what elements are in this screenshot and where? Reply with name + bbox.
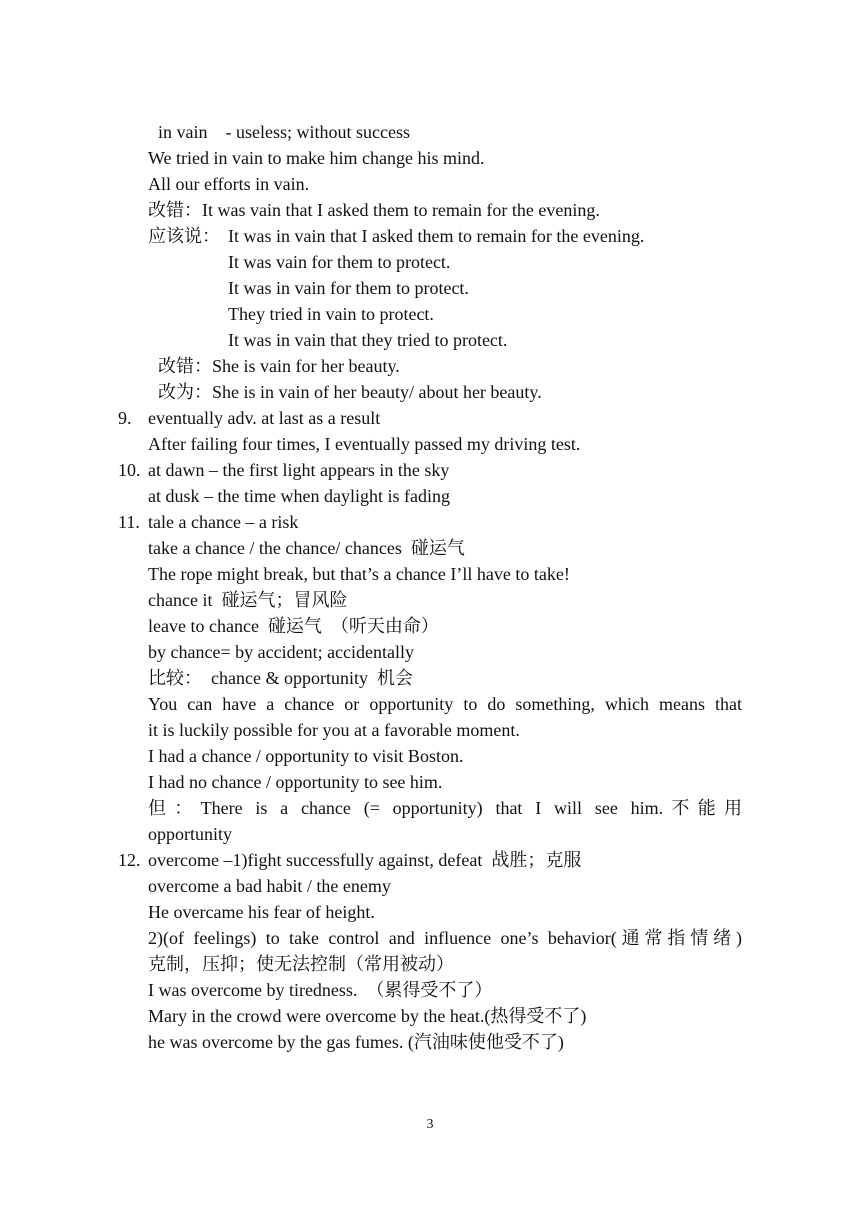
text-line: 但：There is a chance (= opportunity) that I will see him.不能用 bbox=[148, 798, 742, 818]
text-line: overcome a bad habit / the enemy bbox=[148, 876, 391, 896]
text-line: 改为：She is in vain of her beauty/ about her beauty. bbox=[158, 382, 542, 402]
text-line: it is luckily possible for you at a favorable moment. bbox=[148, 720, 520, 740]
text-line: You can have a chance or opportunity to do something, which means that bbox=[148, 694, 742, 714]
text-line: at dusk – the time when daylight is fading bbox=[148, 486, 450, 506]
item-number: 10. bbox=[118, 460, 141, 480]
text-line: It was in vain that they tried to protect. bbox=[228, 330, 508, 350]
text-line: Mary in the crowd were overcome by the heat.(热得受不了) bbox=[148, 1006, 587, 1026]
text-line: I had a chance / opportunity to visit Boston. bbox=[148, 746, 464, 766]
text-line: opportunity bbox=[148, 824, 232, 844]
text-line: I had no chance / opportunity to see him. bbox=[148, 772, 443, 792]
text-line: overcome –1)fight successfully against, defeat 战胜；克服 bbox=[148, 850, 582, 870]
text-line: tale a chance – a risk bbox=[148, 512, 299, 532]
text-line: It was vain for them to protect. bbox=[228, 252, 451, 272]
text-line: 比较： chance & opportunity 机会 bbox=[148, 668, 413, 688]
text-line: 2)(of feelings) to take control and influence one’s behavior(通常指情绪) bbox=[148, 928, 742, 948]
text-line: 改错：It was vain that I asked them to remain for the evening. bbox=[148, 200, 600, 220]
item-number: 9. bbox=[118, 408, 132, 428]
item-number: 12. bbox=[118, 850, 141, 870]
text-line: We tried in vain to make him change his mind. bbox=[148, 148, 485, 168]
text-line: It was in vain for them to protect. bbox=[228, 278, 469, 298]
text-line: at dawn – the first light appears in the sky bbox=[148, 460, 450, 480]
text-line: 克制，压抑；使无法控制（常用被动） bbox=[148, 954, 454, 974]
text-line: eventually adv. at last as a result bbox=[148, 408, 381, 428]
text-line: take a chance / the chance/ chances 碰运气 bbox=[148, 538, 465, 558]
text-line: he was overcome by the gas fumes. (汽油味使他受不了) bbox=[148, 1032, 564, 1052]
text-line: The rope might break, but that’s a chance I’ll have to take! bbox=[148, 564, 570, 584]
page-number: 3 bbox=[426, 1117, 434, 1132]
text-line: I was overcome by tiredness. （累得受不了） bbox=[148, 980, 493, 1000]
text-line: All our efforts in vain. bbox=[148, 174, 310, 194]
text-line: He overcame his fear of height. bbox=[148, 902, 375, 922]
text-line: chance it 碰运气；冒风险 bbox=[148, 590, 348, 610]
text-line: 改错：She is vain for her beauty. bbox=[158, 356, 400, 376]
text-line: After failing four times, I eventually passed my driving test. bbox=[148, 434, 581, 454]
item-number: 11. bbox=[118, 512, 140, 532]
text-line: leave to chance 碰运气 （听天由命） bbox=[148, 616, 439, 636]
text-line: It was in vain that I asked them to remain for the evening. bbox=[228, 226, 645, 246]
text-line: in vain - useless; without success bbox=[158, 122, 410, 142]
text-line: by chance= by accident; accidentally bbox=[148, 642, 415, 662]
text-line: They tried in vain to protect. bbox=[228, 304, 434, 324]
text-line-label: 应该说： bbox=[148, 226, 220, 246]
